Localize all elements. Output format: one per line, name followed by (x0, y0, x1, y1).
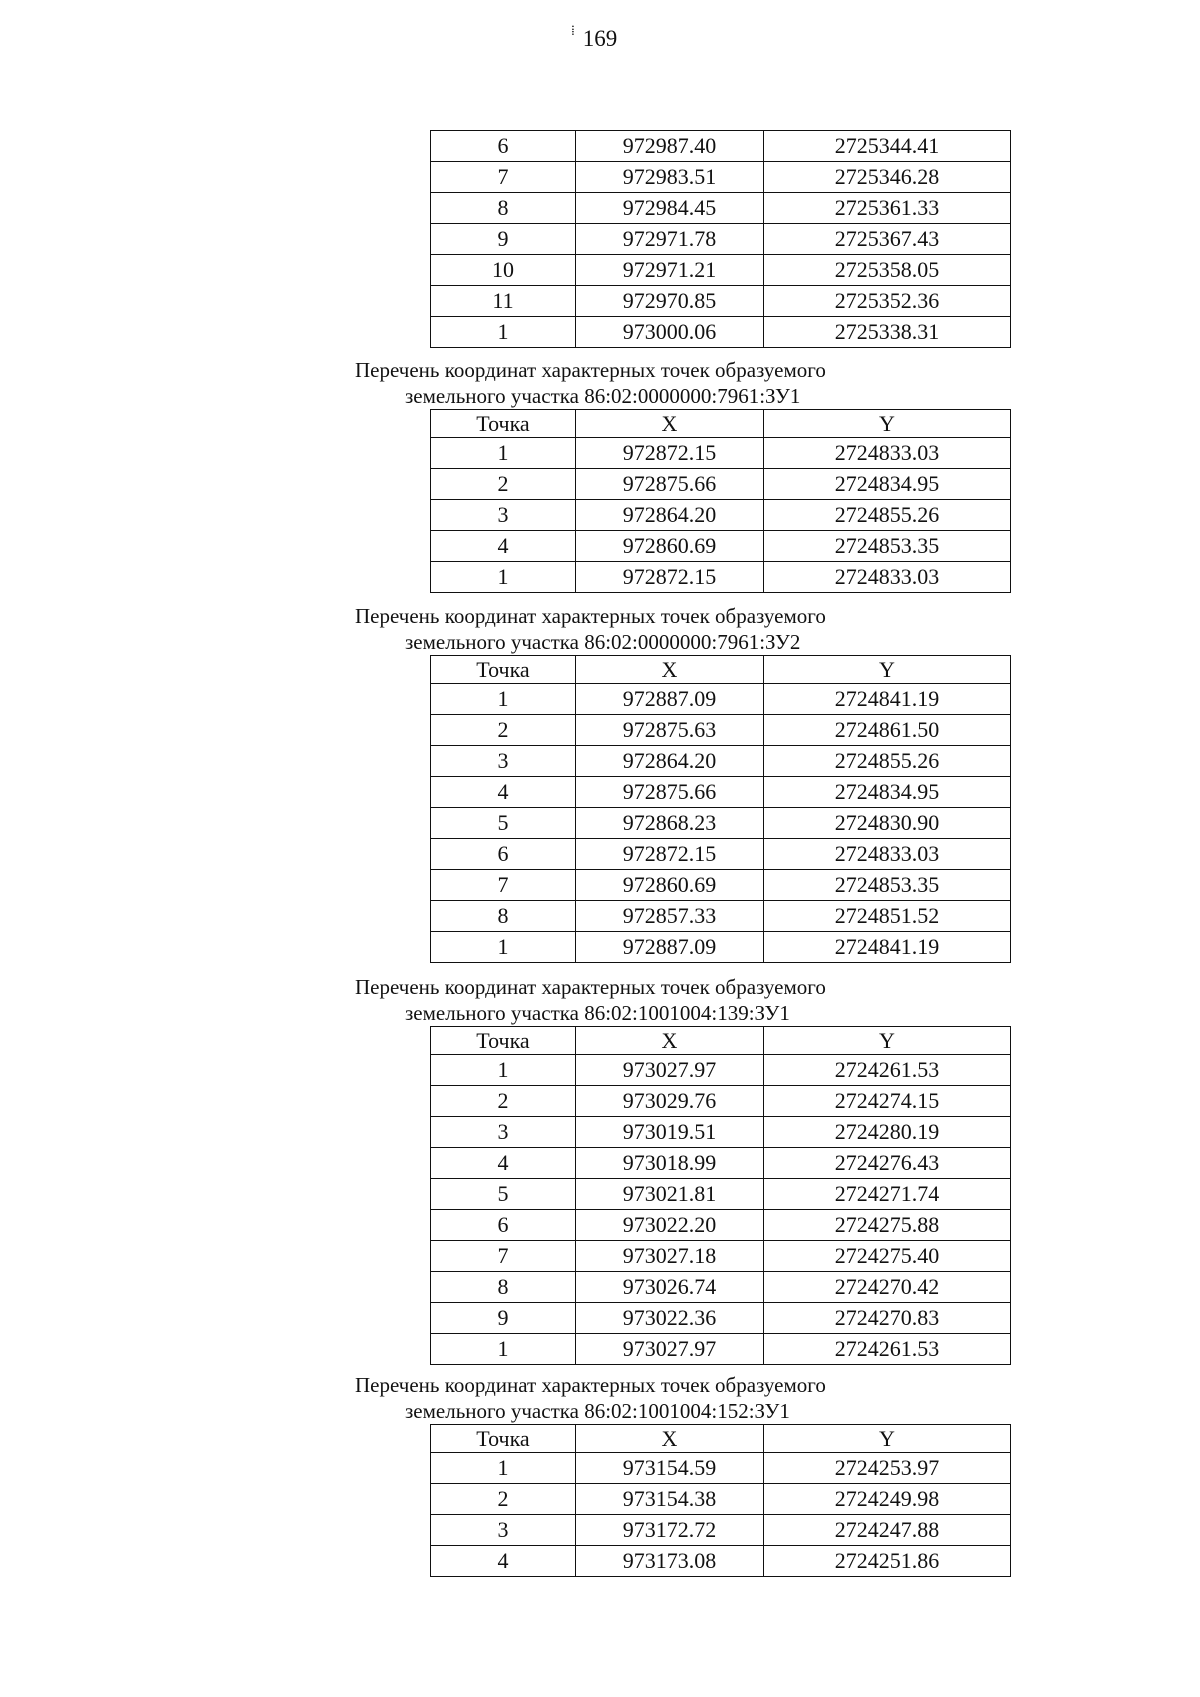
cell-point: 4 (431, 531, 576, 562)
cell-x: 972857.33 (576, 901, 764, 932)
cell-x: 972872.15 (576, 562, 764, 593)
table-row (431, 1055, 1011, 1086)
cell-y: 2725367.43 (764, 224, 1011, 255)
table-row (431, 1241, 1011, 1272)
cell-y: 2724261.53 (764, 1055, 1011, 1086)
cell-x: 973022.20 (576, 1210, 764, 1241)
table-row (431, 684, 1011, 715)
table-header-row (431, 1425, 1011, 1453)
column-header-point: Точка (431, 1027, 576, 1055)
cell-x: 972983.51 (576, 162, 764, 193)
column-header-x: X (576, 1425, 764, 1453)
cell-x: 972971.21 (576, 255, 764, 286)
cell-point: 5 (431, 808, 576, 839)
cell-point: 1 (431, 932, 576, 963)
cell-point: 1 (431, 562, 576, 593)
table-row (431, 438, 1011, 469)
column-header-x: X (576, 1027, 764, 1055)
cell-point: 9 (431, 1303, 576, 1334)
cell-y: 2724851.52 (764, 901, 1011, 932)
cell-point: 1 (431, 438, 576, 469)
cell-x: 973027.97 (576, 1055, 764, 1086)
table-header-row (431, 1027, 1011, 1055)
section-heading (355, 1372, 975, 1424)
heading-line-1: Перечень координат характерных точек образуемого (355, 1373, 826, 1397)
cell-x: 973019.51 (576, 1117, 764, 1148)
cell-y: 2724830.90 (764, 808, 1011, 839)
table-row (431, 562, 1011, 593)
section-heading (355, 357, 975, 409)
cell-point: 1 (431, 1055, 576, 1086)
column-header-y: Y (764, 410, 1011, 438)
table-row (431, 1086, 1011, 1117)
cell-x: 972860.69 (576, 531, 764, 562)
column-header-x: X (576, 656, 764, 684)
table-row (431, 317, 1011, 348)
cell-x: 973172.72 (576, 1515, 764, 1546)
cell-x: 972887.09 (576, 684, 764, 715)
heading-line-2: земельного участка 86:02:0000000:7961:ЗУ2 (405, 630, 801, 654)
table-row (431, 932, 1011, 963)
table-row (431, 531, 1011, 562)
table-row (431, 1303, 1011, 1334)
table-row (431, 286, 1011, 317)
column-header-y: Y (764, 1027, 1011, 1055)
heading-line-1: Перечень координат характерных точек образуемого (355, 975, 826, 999)
table-row (431, 1272, 1011, 1303)
cell-point: 6 (431, 839, 576, 870)
cell-x: 973018.99 (576, 1148, 764, 1179)
table-row (431, 1210, 1011, 1241)
cell-y: 2724853.35 (764, 870, 1011, 901)
cell-point: 3 (431, 500, 576, 531)
cell-y: 2724841.19 (764, 684, 1011, 715)
page-number (0, 26, 1200, 52)
table-row (431, 1484, 1011, 1515)
cell-y: 2724833.03 (764, 438, 1011, 469)
table-row (431, 162, 1011, 193)
coordinates-table (430, 409, 1011, 593)
continued-coordinates-table (430, 130, 1011, 348)
cell-point: 7 (431, 870, 576, 901)
cell-x: 972970.85 (576, 286, 764, 317)
table-row (431, 746, 1011, 777)
table-row (431, 1334, 1011, 1365)
table-row (431, 808, 1011, 839)
cell-point: 4 (431, 1546, 576, 1577)
cell-point: 7 (431, 162, 576, 193)
cell-y: 2724251.86 (764, 1546, 1011, 1577)
cell-y: 2724271.74 (764, 1179, 1011, 1210)
cell-point: 2 (431, 1086, 576, 1117)
cell-y: 2724261.53 (764, 1334, 1011, 1365)
heading-line-1: Перечень координат характерных точек образуемого (355, 604, 826, 628)
cell-y: 2724274.15 (764, 1086, 1011, 1117)
cell-y: 2724841.19 (764, 932, 1011, 963)
continued-coordinates-block (0, 130, 1200, 348)
cell-x: 973027.18 (576, 1241, 764, 1272)
cell-point: 1 (431, 684, 576, 715)
cell-point: 5 (431, 1179, 576, 1210)
table-row (431, 901, 1011, 932)
table-row (431, 839, 1011, 870)
table-row (431, 1546, 1011, 1577)
cell-y: 2725361.33 (764, 193, 1011, 224)
column-header-point: Точка (431, 656, 576, 684)
cell-point: 2 (431, 1484, 576, 1515)
section-heading (355, 603, 975, 655)
heading-line-2: земельного участка 86:02:0000000:7961:ЗУ1 (405, 384, 801, 408)
cell-x: 973154.38 (576, 1484, 764, 1515)
cell-point: 2 (431, 715, 576, 746)
cell-x: 973000.06 (576, 317, 764, 348)
table-row (431, 131, 1011, 162)
cell-y: 2724861.50 (764, 715, 1011, 746)
page-mark: ⁞ (571, 24, 575, 39)
cell-point: 8 (431, 193, 576, 224)
cell-point: 2 (431, 469, 576, 500)
cell-point: 1 (431, 1334, 576, 1365)
table-header-row (431, 656, 1011, 684)
cell-y: 2724834.95 (764, 469, 1011, 500)
cell-y: 2724855.26 (764, 746, 1011, 777)
cell-y: 2724275.88 (764, 1210, 1011, 1241)
cell-x: 972872.15 (576, 438, 764, 469)
cell-point: 3 (431, 1117, 576, 1148)
cell-x: 972860.69 (576, 870, 764, 901)
cell-x: 973026.74 (576, 1272, 764, 1303)
cell-x: 972971.78 (576, 224, 764, 255)
table-row (431, 1179, 1011, 1210)
cell-point: 10 (431, 255, 576, 286)
section-zu1-152 (0, 1372, 1200, 1577)
table-row (431, 224, 1011, 255)
cell-x: 972875.63 (576, 715, 764, 746)
cell-x: 972984.45 (576, 193, 764, 224)
table-row (431, 469, 1011, 500)
cell-point: 8 (431, 901, 576, 932)
cell-y: 2725352.36 (764, 286, 1011, 317)
cell-x: 973029.76 (576, 1086, 764, 1117)
cell-point: 7 (431, 1241, 576, 1272)
cell-x: 973173.08 (576, 1546, 764, 1577)
cell-x: 972987.40 (576, 131, 764, 162)
cell-point: 3 (431, 746, 576, 777)
cell-y: 2724247.88 (764, 1515, 1011, 1546)
cell-x: 972864.20 (576, 500, 764, 531)
table-row (431, 500, 1011, 531)
cell-x: 973022.36 (576, 1303, 764, 1334)
cell-y: 2724275.40 (764, 1241, 1011, 1272)
table-row (431, 193, 1011, 224)
table-header-row (431, 410, 1011, 438)
cell-x: 972875.66 (576, 777, 764, 808)
cell-y: 2724855.26 (764, 500, 1011, 531)
cell-point: 9 (431, 224, 576, 255)
heading-line-1: Перечень координат характерных точек образуемого (355, 358, 826, 382)
coordinates-table (430, 1424, 1011, 1577)
cell-point: 3 (431, 1515, 576, 1546)
table-row (431, 255, 1011, 286)
cell-point: 4 (431, 777, 576, 808)
cell-y: 2725346.28 (764, 162, 1011, 193)
cell-y: 2724276.43 (764, 1148, 1011, 1179)
cell-y: 2724833.03 (764, 839, 1011, 870)
cell-y: 2724253.97 (764, 1453, 1011, 1484)
cell-point: 6 (431, 131, 576, 162)
column-header-point: Точка (431, 410, 576, 438)
section-zu2-7961 (0, 603, 1200, 963)
table-row (431, 715, 1011, 746)
cell-y: 2725338.31 (764, 317, 1011, 348)
cell-y: 2724833.03 (764, 562, 1011, 593)
cell-x: 972887.09 (576, 932, 764, 963)
section-zu1-7961 (0, 357, 1200, 593)
table-row (431, 1453, 1011, 1484)
cell-y: 2725344.41 (764, 131, 1011, 162)
section-heading (355, 974, 975, 1026)
coordinates-table (430, 655, 1011, 963)
table-row (431, 1515, 1011, 1546)
cell-x: 972875.66 (576, 469, 764, 500)
cell-point: 4 (431, 1148, 576, 1179)
cell-y: 2724853.35 (764, 531, 1011, 562)
cell-y: 2725358.05 (764, 255, 1011, 286)
cell-y: 2724270.42 (764, 1272, 1011, 1303)
cell-point: 11 (431, 286, 576, 317)
cell-point: 8 (431, 1272, 576, 1303)
page-number-text: 169 (582, 26, 618, 51)
cell-x: 973027.97 (576, 1334, 764, 1365)
table-row (431, 1148, 1011, 1179)
cell-x: 973021.81 (576, 1179, 764, 1210)
column-header-y: Y (764, 656, 1011, 684)
cell-y: 2724280.19 (764, 1117, 1011, 1148)
cell-point: 1 (431, 317, 576, 348)
table-row (431, 870, 1011, 901)
cell-y: 2724834.95 (764, 777, 1011, 808)
cell-x: 972864.20 (576, 746, 764, 777)
heading-line-2: земельного участка 86:02:1001004:152:ЗУ1 (405, 1399, 790, 1423)
column-header-x: X (576, 410, 764, 438)
cell-y: 2724249.98 (764, 1484, 1011, 1515)
cell-x: 973154.59 (576, 1453, 764, 1484)
column-header-point: Точка (431, 1425, 576, 1453)
table-row (431, 777, 1011, 808)
table-row (431, 1117, 1011, 1148)
cell-point: 1 (431, 1453, 576, 1484)
cell-x: 972868.23 (576, 808, 764, 839)
section-zu1-139 (0, 974, 1200, 1365)
coordinates-table (430, 1026, 1011, 1365)
cell-y: 2724270.83 (764, 1303, 1011, 1334)
column-header-y: Y (764, 1425, 1011, 1453)
cell-x: 972872.15 (576, 839, 764, 870)
heading-line-2: земельного участка 86:02:1001004:139:ЗУ1 (405, 1001, 790, 1025)
cell-point: 6 (431, 1210, 576, 1241)
